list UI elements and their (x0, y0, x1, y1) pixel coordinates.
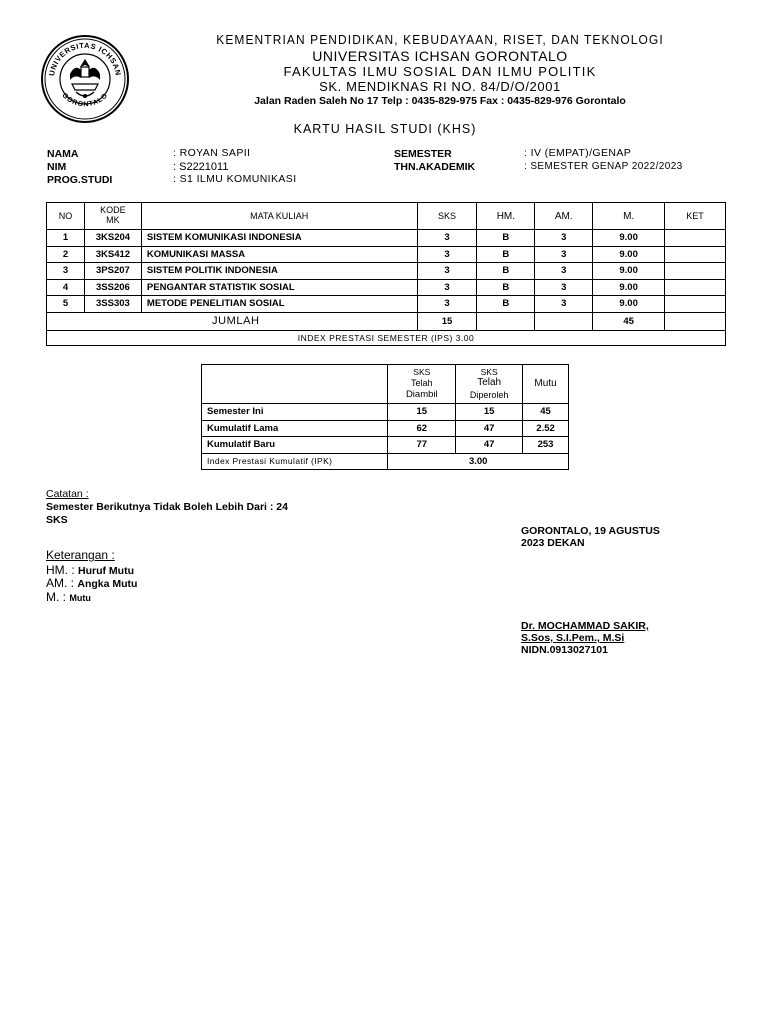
total-label: JUMLAH (212, 315, 260, 327)
summary-diambil: 77 (388, 437, 456, 454)
sks-diperoleh-line1: SKS (480, 366, 498, 377)
cell-kode: 3KS412 (84, 246, 141, 263)
legend-hm-key: HM. : (46, 563, 75, 577)
col-header-kode-text: KODE MK (100, 205, 126, 225)
document-title: KARTU HASIL STUDI (KHS) (293, 122, 477, 136)
total-am-empty (535, 312, 593, 330)
summary-mutu: 253 (523, 437, 569, 454)
cell-hm: B (477, 263, 535, 280)
university-seal-icon (40, 34, 130, 124)
academic-year-label: THN.AKADEMIK (394, 161, 476, 173)
university-address: Jalan Raden Saleh No 17 Telp : 0435-829-975 Fax : 0435-829-976 Gorontalo (254, 95, 626, 107)
cell-ket (665, 246, 726, 263)
cell-m: 9.00 (593, 246, 665, 263)
ipk-value: 3.00 (388, 453, 569, 470)
semester-label: SEMESTER (394, 148, 452, 160)
nim-label: NIM (47, 161, 67, 173)
prog-label: PROG.STUDI (47, 174, 113, 186)
total-row (47, 312, 726, 330)
cell-no: 2 (47, 246, 85, 263)
col-header-am: AM. (535, 203, 593, 230)
summary-mutu: 2.52 (523, 420, 569, 437)
cell-sks: 3 (417, 263, 477, 280)
table-row (202, 437, 569, 454)
cell-hm: B (477, 279, 535, 296)
signature-title: 2023 DEKAN (521, 537, 585, 549)
keterangan-label: Keterangan : (46, 548, 115, 562)
legend-hm-value: Huruf Mutu (78, 565, 134, 577)
cell-kode: 3SS303 (84, 296, 141, 313)
summary-diambil: 62 (388, 420, 456, 437)
signatory-name: Dr. MOCHAMMAD SAKIR, (521, 620, 649, 632)
ips-row (47, 330, 726, 345)
col-header-mata-kuliah: MATA KULIAH (141, 203, 417, 230)
total-hm-empty (477, 312, 535, 330)
ipk-label: Index Prestasi Kumulatif (IPK) (202, 453, 388, 470)
legend-am-key: AM. : (46, 576, 75, 590)
cell-ket (665, 230, 726, 247)
cell-no: 4 (47, 279, 85, 296)
university-name: UNIVERSITAS ICHSAN GORONTALO (312, 48, 568, 64)
summary-row-label: Kumulatif Lama (202, 420, 388, 437)
summary-header-empty (202, 365, 388, 404)
cell-m: 9.00 (593, 296, 665, 313)
table-row (202, 404, 569, 421)
cell-kode: 3PS207 (84, 263, 141, 280)
sks-diambil-line1: SKS (413, 367, 431, 378)
cell-m: 9.00 (593, 230, 665, 247)
col-header-m: M. (593, 203, 665, 230)
total-label-cell (47, 312, 418, 330)
sks-diperoleh-line2: Telah (477, 377, 502, 389)
legend-am-value: Angka Mutu (77, 578, 138, 590)
ips-cell (47, 330, 726, 345)
grade-table-header (47, 203, 726, 230)
summary-diperoleh: 15 (456, 404, 523, 421)
cell-am: 3 (535, 279, 593, 296)
logo-text-top: UNIVERSITAS ICHSAN (47, 40, 123, 77)
legend-m-key: M. : (46, 590, 66, 604)
cell-ket (665, 263, 726, 280)
table-row (47, 263, 726, 280)
cell-sks: 3 (417, 279, 477, 296)
cell-sks: 3 (417, 230, 477, 247)
cell-ket (665, 296, 726, 313)
table-row (47, 279, 726, 296)
academic-year-value: : SEMESTER GENAP 2022/2023 (524, 161, 683, 172)
signatory-degrees: S.Sos, S.I.Pem., M.Si (521, 632, 625, 644)
summary-diperoleh: 47 (456, 420, 523, 437)
summary-mutu: 45 (523, 404, 569, 421)
name-label: NAMA (47, 148, 79, 160)
prog-value: : S1 ILMU KOMUNIKASI (173, 173, 297, 185)
cell-no: 1 (47, 230, 85, 247)
legend-m-value: Mutu (69, 593, 91, 603)
cell-mata-kuliah: SISTEM KOMUNIKASI INDONESIA (141, 230, 417, 247)
nim-value: : S2221011 (173, 161, 229, 173)
cell-mata-kuliah: KOMUNIKASI MASSA (141, 246, 417, 263)
cell-sks: 3 (417, 246, 477, 263)
ipk-row (202, 453, 569, 470)
cell-mata-kuliah: PENGANTAR STATISTIK SOSIAL (141, 279, 417, 296)
cell-hm: B (477, 230, 535, 247)
col-header-no: NO (47, 203, 85, 230)
col-header-sks-diperoleh (456, 365, 523, 404)
cell-mata-kuliah: METODE PENELITIAN SOSIAL (141, 296, 417, 313)
ips-text: INDEX PRESTASI SEMESTER (IPS) 3.00 (297, 332, 475, 343)
summary-table (201, 364, 569, 470)
catatan-label: Catatan : (46, 488, 89, 500)
sks-diambil-line2: Telah (411, 377, 433, 388)
cell-am: 3 (535, 246, 593, 263)
ministry-name: KEMENTRIAN PENDIDIKAN, KEBUDAYAAN, RISET, DAN TEKNOLOGI (216, 32, 664, 47)
col-header-hm: HM. (477, 203, 535, 230)
cell-sks: 3 (417, 296, 477, 313)
col-header-ket: KET (665, 203, 726, 230)
cell-hm: B (477, 246, 535, 263)
name-value: : ROYAN SAPII (173, 147, 251, 159)
legend-hm (46, 563, 134, 577)
summary-row-label: Semester Ini (202, 404, 388, 421)
cell-m: 9.00 (593, 263, 665, 280)
total-m: 45 (593, 312, 665, 330)
cell-am: 3 (535, 296, 593, 313)
col-header-sks: SKS (417, 203, 477, 230)
catatan-line-2: SKS (46, 514, 68, 526)
table-row (47, 296, 726, 313)
table-row (47, 230, 726, 247)
legend-am (46, 576, 137, 590)
cell-no: 5 (47, 296, 85, 313)
sks-diperoleh-line3: Diperoleh (469, 389, 509, 400)
table-row (47, 246, 726, 263)
col-header-kode (84, 203, 141, 230)
sks-diambil-line3: Diambil (405, 389, 438, 400)
summary-diperoleh: 47 (456, 437, 523, 454)
legend-m (46, 590, 91, 604)
col-header-mutu: Mutu (523, 365, 569, 404)
table-row (202, 420, 569, 437)
summary-diambil: 15 (388, 404, 456, 421)
logo-text-bottom: GORONTALO (60, 92, 110, 109)
semester-value: : IV (EMPAT)/GENAP (524, 147, 632, 159)
faculty-name: FAKULTAS ILMU SOSIAL DAN ILMU POLITIK (283, 64, 597, 79)
cell-hm: B (477, 296, 535, 313)
cell-kode: 3KS204 (84, 230, 141, 247)
signature-place-date: GORONTALO, 19 AGUSTUS (521, 525, 660, 537)
cell-am: 3 (535, 230, 593, 247)
col-header-sks-diambil (388, 365, 456, 404)
cell-mata-kuliah: SISTEM POLITIK INDONESIA (141, 263, 417, 280)
summary-row-label: Kumulatif Baru (202, 437, 388, 454)
catatan-line-1: Semester Berikutnya Tidak Boleh Lebih Dari : 24 (46, 501, 288, 513)
cell-m: 9.00 (593, 279, 665, 296)
summary-header-row (202, 365, 569, 404)
cell-ket (665, 279, 726, 296)
university-logo (40, 34, 130, 124)
total-sks: 15 (417, 312, 477, 330)
total-ket-empty (665, 312, 726, 330)
signatory-nidn: NIDN.0913027101 (521, 644, 608, 656)
grade-table (46, 202, 726, 346)
decree-number: SK. MENDIKNAS RI NO. 84/D/O/2001 (319, 79, 561, 94)
cell-am: 3 (535, 263, 593, 280)
cell-no: 3 (47, 263, 85, 280)
cell-kode: 3SS206 (84, 279, 141, 296)
